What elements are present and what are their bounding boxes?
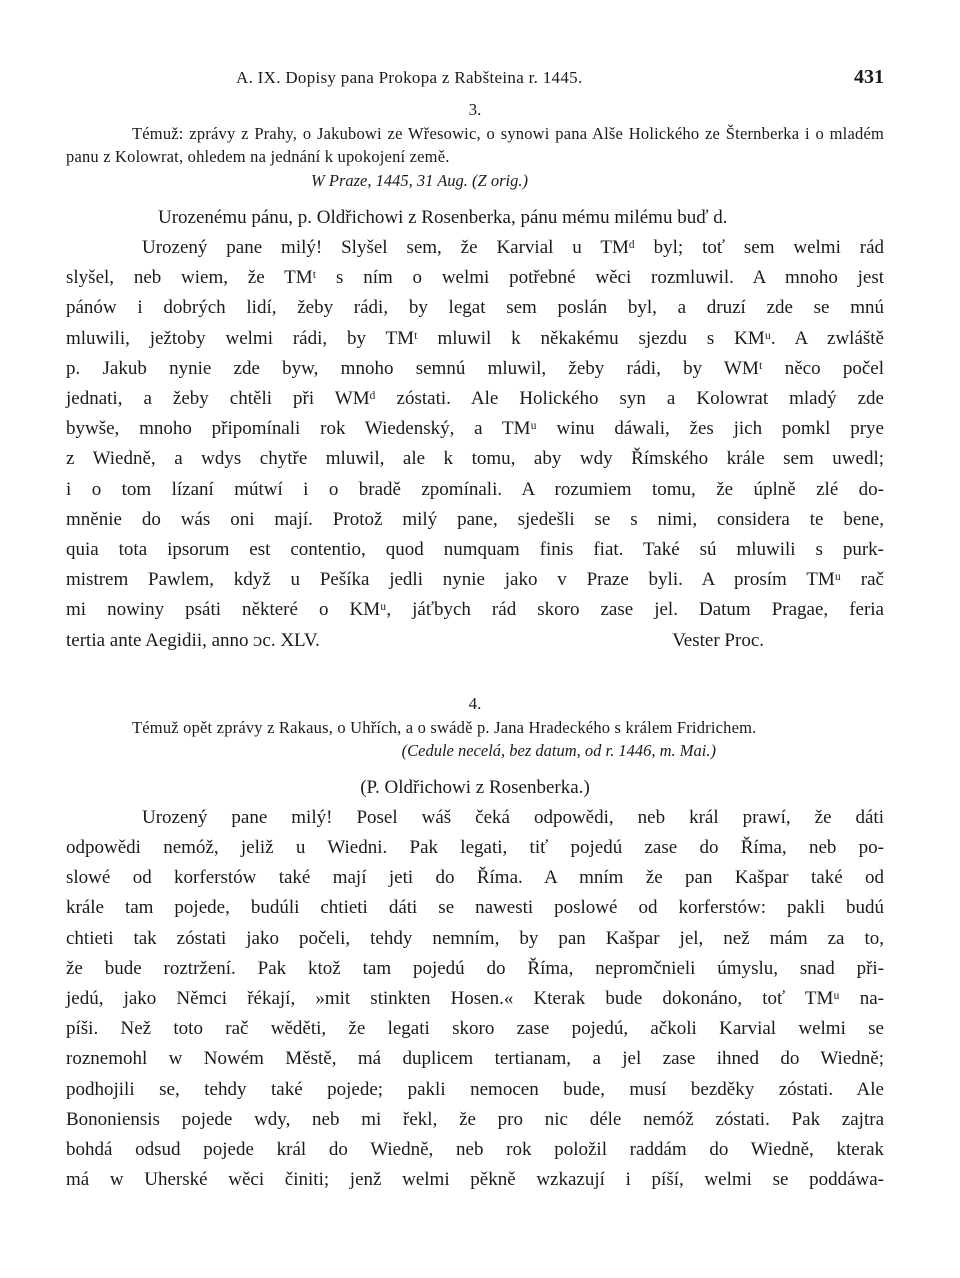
text-line: chtieti tak zóstati jako počeli, tehdy nemním, by pan Kašpar jel, než mám za to,	[66, 927, 884, 949]
text-line: z Wiedně, a wdys chytře mluwil, ale k tomu, aby wdy Římského krále sem uwedl;	[66, 448, 884, 470]
page-header	[66, 62, 884, 96]
letter-body	[66, 803, 884, 1196]
section-gap	[66, 656, 884, 690]
page-number: 431	[854, 66, 884, 88]
text-line: podhojili se, tehdy také pojede; pakli nemocen bude, musí bezděky zóstati. Ale	[66, 1078, 884, 1100]
document-page	[66, 62, 884, 1195]
text-line: slowé od korferstów také mají jeti do Říma. A mním že pan Kašpar také od	[66, 867, 884, 889]
text-line: Bononiensis pojede wdy, neb mi řekl, že pro nic déle nemóž zóstati. Pak zajtra	[66, 1108, 884, 1130]
letter-source: W Praze, 1445, 31 Aug. (Z orig.)	[311, 171, 528, 190]
text-line: mněnie do wás oni mají. Protož milý pane, sjedešli se s nimi, considera te bene,	[66, 508, 884, 530]
closing-signature: Vester Proc.	[672, 629, 764, 651]
text-line: pánów i dobrých lidí, žeby rádi, by legat sem poslán byl, a druzí zde se mnú	[66, 297, 884, 319]
letter-source: (Cedule necelá, bez datum, od r. 1446, m. Mai.)	[401, 740, 716, 760]
text-line: že bude roztržení. Pak ktož tam pojedú do Říma, nepromčnieli úmyslu, snad při-	[66, 957, 884, 979]
text-line: bywše, mnoho připomínali rok Wiedenský, a TMᵘ winu dáwali, žes jich pomkl prye	[66, 418, 884, 440]
text-line: roznemohl w Nowém Městě, má duplicem tertianam, a jel zase ihned do Wiedně;	[66, 1048, 884, 1070]
letter-number: 4.	[468, 693, 482, 713]
text-line: quia tota ipsorum est contentio, quod numquam finis fiat. Také sú mluwili s purk-	[66, 539, 884, 561]
letter-body	[66, 233, 884, 626]
text-line: Urozený pane milý! Posel wáš čeká odpowědi, neb král prawí, že dáti	[142, 806, 884, 828]
text-line: jedú, jako Němci řékají, »mit stinkten Hosen.« Kterak bude dokonáno, toť TMᵘ na-	[66, 988, 884, 1010]
text-line: mistrem Pawlem, když u Pešíka jedli nynie jako v Praze byli. A prosím TMᵘ rač	[66, 569, 884, 591]
text-line: krále tam pojede, budúli chtieti dáti se nawesti poslowé od korferstów: pakli budú	[66, 897, 884, 919]
closing-date: tertia ante Aegidii, anno ᴐc. XLV.	[66, 629, 320, 651]
text-line: p. Jakub nynie zde byw, mnoho semnú mluwil, žeby rádi, by WMᵗ něco počel	[66, 357, 884, 379]
letter-summary: Témuž opět zprávy z Rakaus, o Uhřích, a o swádě p. Jana Hradeckého s králem Fridrichem.	[132, 717, 757, 737]
letter-4	[66, 694, 884, 1196]
text-line: odpowědi nemóž, jeliž u Wiedni. Pak legati, tiť pojedú zase do Říma, neb po-	[66, 837, 884, 859]
letter-number: 3.	[468, 100, 482, 119]
running-head: A. IX. Dopisy pana Prokopa z Rabšteina r. 1445.	[236, 68, 583, 87]
letter-summary: Témuž: zprávy z Prahy, o Jakubowi ze Wřesowic, o synowi pana Alše Holického ze Šternberka i o mladém panu z Kolowrat, ohledem na jednání k upokojení země.	[66, 124, 884, 166]
text-line: mi nowiny psáti některé o KMᵘ, jáťbych rád skoro zase jel. Datum Pragae, feria	[66, 599, 884, 621]
text-line: mluwili, ježtoby welmi rádi, by TMᵗ mluwil k někakému sjezdu s KMᵘ. A zwláště	[66, 327, 884, 349]
text-line: píši. Než toto rač wěděti, že legati skoro zase pojedú, ačkoli Karvial welmi se	[66, 1018, 884, 1040]
letter-salutation: (P. Oldřichowi z Rosenberka.)	[360, 776, 590, 798]
letter-closing	[66, 626, 884, 656]
text-line: jednati, a žeby chtěli při WMᵈ zóstati. Ale Holického syn a Kolowrat mladý zde	[66, 388, 884, 410]
letter-3	[66, 100, 884, 656]
text-line: Urozený pane milý! Slyšel sem, že Karvial u TMᵈ byl; toť sem welmi rád	[142, 237, 884, 258]
text-line: má w Uherské wěci činiti; jenž welmi pěkně wzkazují i píší, welmi se poddáwa-	[66, 1169, 884, 1191]
text-line: i o tom lízaní mútwí i o bradě zpomínali. A rozumiem tomu, že úplně zlé do-	[66, 478, 884, 500]
text-line: slyšel, neb wiem, že TMᵗ s ním o welmi potřebné wěci rozmluwil. A mnoho jest	[66, 267, 884, 289]
letter-salutation: Urozenému pánu, p. Oldřichowi z Rosenberka, pánu mému milému buď d.	[158, 207, 728, 228]
text-line: bohdá odsud pojede král do Wiedně, neb rok položil raddám do Wiedně, kterak	[66, 1139, 884, 1161]
